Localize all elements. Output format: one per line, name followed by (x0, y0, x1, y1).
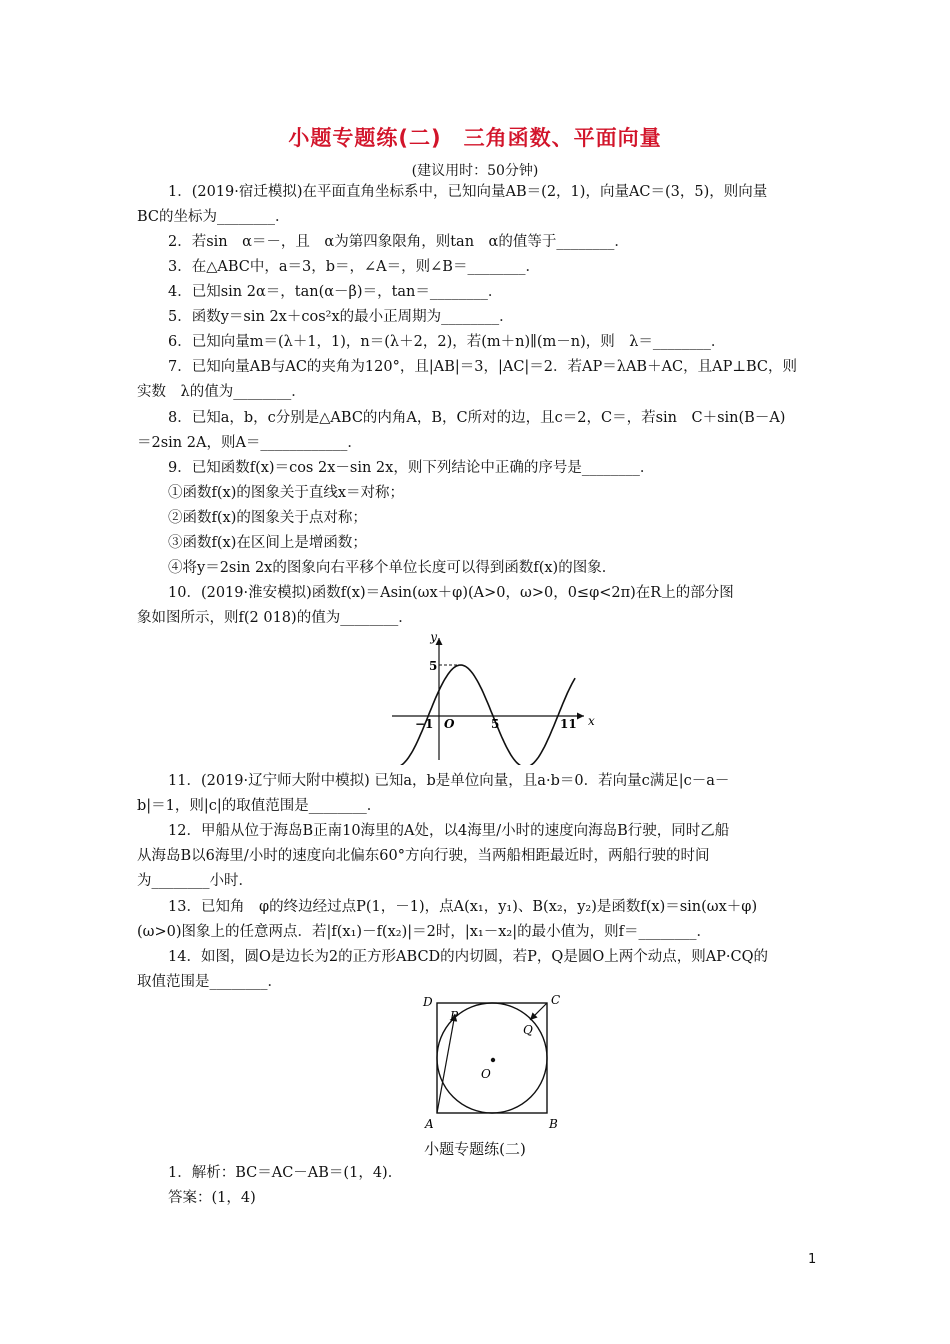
point-o: O (481, 1067, 491, 1081)
x-axis-label: x (588, 714, 595, 728)
q13-line2: (ω>0)图象上的任意两点．若|f(x₁)－f(x₂)|＝2时，|x₁－x₂|的最小值为，则f＝________． (137, 924, 711, 940)
vector-cq (530, 1003, 547, 1020)
point-q: Q (523, 1023, 533, 1037)
q2: 2．若sin α＝－，且 α为第四象限角，则tan α的值等于________． (168, 234, 629, 250)
page-subtitle: (建议用时：50分钟) (411, 163, 539, 179)
q9-option3: ③函数f(x)在区间上是增函数； (168, 535, 367, 551)
q7-line1: 7．已知向量AB与AC的夹角为120°，且|AB|＝3，|AC|＝2．若AP＝λAB＋AC，且AP⊥BC，则 (168, 359, 798, 375)
q3: 3．在△ABC中，a＝3，b＝，∠A＝，则∠B＝________． (168, 259, 540, 275)
answer1-line1: 1．解析：BC＝AC－AB＝(1，4)． (168, 1165, 403, 1181)
q12-line3: 为________小时． (137, 873, 253, 889)
q7-line2: 实数 λ的值为________． (137, 384, 306, 400)
x-tick-11: 11 (560, 717, 577, 731)
vertex-a: A (425, 1117, 434, 1131)
page-number: 1 (808, 1252, 817, 1267)
page-title: 小题专题练(二) 三角函数、平面向量 (288, 126, 662, 150)
q14-line1: 14．如图，圆O是边长为2的正方形ABCD的内切圆，若P，Q是圆O上两个动点，则AP·CQ的 (168, 949, 769, 965)
x-tick-neg1: −1 (415, 717, 434, 731)
answers-caption: 小题专题练(二) (424, 1140, 526, 1158)
center-dot (491, 1058, 495, 1062)
q10-line2: 象如图所示，则f(2 018)的值为________． (137, 610, 413, 626)
q9: 9．已知函数f(x)＝cos 2x－sin 2x，则下列结论中正确的序号是________． (168, 460, 655, 476)
vertex-c: C (551, 993, 561, 1007)
q1-line1: 1．(2019·宿迁模拟)在平面直角坐标系中，已知向量AB＝(2，1)，向量AC＝(3，5)，则向量 (168, 184, 768, 200)
q13-line1: 13．已知角 φ的终边经过点P(1，－1)，点A(x₁，y₁)、B(x₂，y₂)是函数f(x)＝sin(ωx＋φ) (168, 899, 758, 915)
answer1-line2: 答案：(1，4) (168, 1190, 256, 1206)
q5: 5．函数y＝sin 2x＋cos²x的最小正周期为________． (168, 309, 514, 325)
q6: 6．已知向量m＝(λ＋1，1)，n＝(λ＋2，2)，若(m＋n)∥(m－n)，则 λ＝________． (168, 334, 726, 350)
sine-graph-figure (388, 630, 598, 765)
q9-option2: ②函数f(x)的图象关于点对称； (168, 510, 367, 526)
q1-line2: BC的坐标为________． (137, 209, 290, 225)
q8-line1: 8．已知a，b，c分别是△ABC的内角A，B，C所对的边，且c＝2，C＝，若sin C＋sin(B－A) (168, 410, 786, 426)
q11-line1: 11．(2019·辽宁师大附中模拟) 已知a，b是单位向量，且a·b＝0．若向量c满足|c－a－ (168, 773, 730, 789)
q10-line1: 10．(2019·淮安模拟)函数f(x)＝Asin(ωx＋φ)(A>0，ω>0，0≤φ<2π)在R上的部分图 (168, 585, 734, 601)
q9-option4: ④将y＝2sin 2x的图象向右平移个单位长度可以得到函数f(x)的图象． (168, 560, 617, 576)
y-axis-label: y (430, 630, 437, 644)
square-circle-figure (415, 990, 575, 1138)
origin-label: O (444, 717, 455, 731)
q4: 4．已知sin 2α＝，tan(α－β)＝，tan＝________． (168, 284, 503, 300)
vertex-b: B (549, 1117, 558, 1131)
q9-option1: ①函数f(x)的图象关于直线x＝对称； (168, 485, 405, 501)
q11-line2: b|＝1，则|c|的取值范围是________． (137, 798, 382, 814)
x-tick-5: 5 (491, 717, 500, 731)
q14-line2: 取值范围是________． (137, 974, 282, 990)
y-tick-5: 5 (429, 659, 438, 673)
q12-line1: 12．甲船从位于海岛B正南10海里的A处，以4海里/小时的速度向海岛B行驶，同时乙船 (168, 823, 730, 839)
sine-curve (392, 665, 576, 765)
q12-line2: 从海岛B以6海里/小时的速度向北偏东60°方向行驶，当两船相距最近时，两船行驶的时间 (137, 848, 710, 864)
q8-line2: ＝2sin 2A，则A＝____________． (137, 435, 362, 451)
vertex-d: D (423, 995, 433, 1009)
point-p: P (450, 1009, 459, 1023)
